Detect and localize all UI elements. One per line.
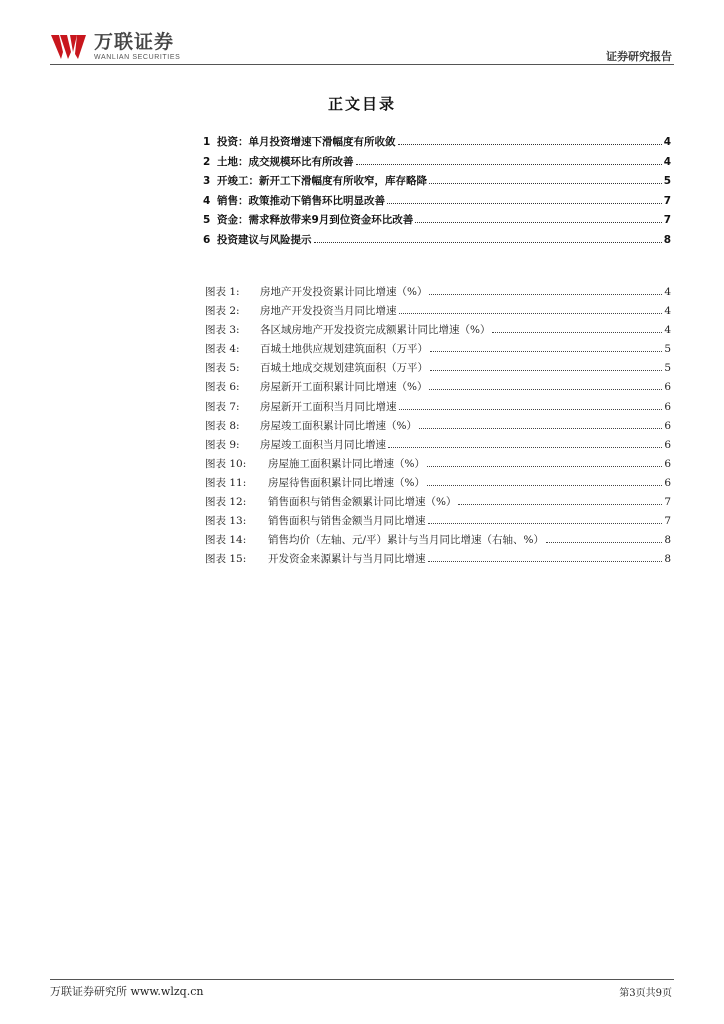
figure-entry-label: 图表 13:: [205, 515, 247, 528]
figure-entry[interactable]: [205, 399, 671, 418]
figure-entry-title: 房屋施工面积累计同比增速（%）: [268, 457, 425, 470]
figure-entry-page: 6: [664, 476, 671, 489]
figure-entry-title: 开发资金来源累计与当月同比增速: [268, 553, 426, 566]
figure-entry[interactable]: [205, 437, 671, 456]
footer-divider: [50, 979, 674, 980]
leader-dots: [419, 428, 662, 429]
figure-entry-title: 销售均价（左轴、元/平）累计与当月同比增速（右轴、%）: [268, 534, 545, 547]
toc-entry[interactable]: [203, 154, 671, 174]
leader-dots: [427, 466, 662, 467]
figure-entry-page: 8: [664, 534, 671, 547]
leader-dots: [398, 144, 662, 145]
figure-entry-page: 4: [664, 305, 671, 318]
figure-entry[interactable]: [205, 303, 671, 322]
leader-dots: [458, 504, 662, 505]
figure-entry-title: 销售面积与销售金额当月同比增速: [268, 515, 426, 528]
figure-entry-label: 图表 6:: [205, 381, 240, 394]
figure-entry-page: 5: [664, 343, 671, 356]
figure-entry-label: 图表 5:: [205, 362, 240, 375]
toc-entry[interactable]: [203, 173, 671, 193]
leader-dots: [429, 294, 662, 295]
footer-source: 万联证券研究所 www.wlzq.cn: [50, 985, 204, 998]
figure-entry[interactable]: [205, 360, 671, 379]
leader-dots: [356, 164, 662, 165]
leader-dots: [428, 561, 663, 562]
figure-entry[interactable]: [205, 284, 671, 303]
toc-entry-title: 投资：单月投资增速下滑幅度有所收敛: [217, 136, 396, 148]
toc-entry-title: 投资建议与风险提示: [217, 233, 312, 246]
figure-entry-page: 6: [664, 400, 671, 413]
figure-entry-label: 图表 2:: [205, 305, 240, 318]
page-header: [50, 30, 674, 66]
figure-entry-page: 7: [664, 515, 671, 528]
header-divider: [50, 64, 674, 65]
leader-dots: [387, 203, 662, 204]
wanlian-logo-icon: [50, 32, 90, 62]
figure-entry-title: 百城土地供应规划建筑面积（万平）: [260, 343, 428, 356]
figure-entry[interactable]: [205, 322, 671, 341]
figure-entry-page: 6: [664, 381, 671, 394]
figure-entry-label: 图表 7:: [205, 400, 240, 413]
toc-entry-page: 4: [663, 155, 671, 168]
leader-dots: [429, 389, 662, 390]
toc-entry-number: 3: [203, 175, 211, 187]
toc-entry-page: 7: [663, 214, 671, 226]
toc-entry-page: 5: [663, 175, 671, 187]
figure-entry-page: 6: [664, 457, 671, 470]
toc-entry[interactable]: [203, 212, 671, 232]
figure-entry[interactable]: [205, 532, 671, 551]
figure-entry-title: 各区域房地产开发投资完成额累计同比增速（%）: [260, 324, 491, 337]
figure-entry[interactable]: [205, 513, 671, 532]
figure-entry-label: 图表 10:: [205, 457, 247, 470]
toc-list: [203, 134, 671, 251]
toc-entry-title: 土地：成交规模环比有所改善: [217, 155, 354, 168]
leader-dots: [399, 409, 663, 410]
logo-chinese-name: 万联证券: [94, 31, 175, 53]
figure-entry-page: 6: [664, 419, 671, 432]
figure-entry-page: 8: [664, 553, 671, 566]
figure-entry[interactable]: [205, 475, 671, 494]
figure-entry[interactable]: [205, 494, 671, 513]
figure-entry-title: 百城土地成交规划建筑面积（万平）: [260, 362, 428, 375]
report-type-label: 证券研究报告: [606, 50, 672, 63]
footer-page-number: 第3页共9页: [619, 988, 672, 999]
figure-entry-label: 图表 9:: [205, 438, 240, 451]
figure-entry-title: 房屋竣工面积累计同比增速（%）: [260, 419, 417, 432]
leader-dots: [429, 183, 662, 184]
toc-entry[interactable]: [203, 232, 671, 252]
figure-entry-title: 销售面积与销售金额累计同比增速（%）: [268, 496, 457, 509]
leader-dots: [492, 332, 662, 333]
company-logo: [50, 32, 180, 62]
figure-list: [205, 284, 671, 570]
figure-entry-page: 4: [664, 286, 671, 298]
toc-entry-title: 开竣工：新开工下滑幅度有所收窄，库存略降: [217, 175, 427, 187]
figure-entry-label: 图表 15:: [205, 553, 247, 566]
figure-entry-label: 图表 8:: [205, 419, 240, 432]
figure-entry[interactable]: [205, 379, 671, 398]
leader-dots: [430, 370, 662, 371]
toc-entry-title: 资金：需求释放带来9月到位资金环比改善: [217, 214, 414, 226]
toc-entry-number: 5: [203, 214, 211, 226]
figure-entry-page: 5: [664, 362, 671, 375]
figure-entry-label: 图表 4:: [205, 343, 240, 356]
figure-entry-title: 房地产开发投资累计同比增速（%）: [260, 286, 428, 298]
figure-entry-title: 房屋新开工面积累计同比增速（%）: [260, 381, 428, 394]
page-title: 正文目录: [327, 95, 396, 113]
figure-entry-label: 图表 11:: [205, 476, 247, 489]
toc-entry[interactable]: [203, 193, 671, 213]
figure-entry-label: 图表 1:: [205, 286, 240, 298]
figure-entry-label: 图表 3:: [205, 324, 240, 337]
leader-dots: [399, 313, 663, 314]
figure-entry[interactable]: [205, 341, 671, 360]
figure-entry-label: 图表 14:: [205, 534, 247, 547]
leader-dots: [546, 542, 662, 543]
figure-entry-page: 6: [664, 438, 671, 451]
leader-dots: [427, 485, 662, 486]
figure-entry-label: 图表 12:: [205, 496, 247, 509]
leader-dots: [314, 242, 662, 243]
figure-entry-page: 4: [664, 324, 671, 337]
toc-entry-page: 7: [663, 194, 671, 207]
figure-entry[interactable]: [205, 551, 671, 570]
toc-entry[interactable]: [203, 134, 671, 154]
toc-entry-number: 6: [203, 233, 211, 246]
figure-entry[interactable]: [205, 456, 671, 475]
toc-entry-number: 1: [203, 136, 211, 148]
figure-entry-title: 房屋待售面积累计同比增速（%）: [268, 476, 425, 489]
figure-entry-title: 房地产开发投资当月同比增速: [260, 305, 397, 318]
figure-entry-title: 房屋竣工面积当月同比增速: [260, 438, 386, 451]
logo-english-name: WANLIAN SECURITIES: [94, 54, 181, 61]
toc-entry-page: 4: [663, 136, 671, 148]
leader-dots: [388, 447, 662, 448]
figure-entry[interactable]: [205, 418, 671, 437]
toc-entry-number: 2: [203, 155, 211, 168]
toc-entry-title: 销售：政策推动下销售环比明显改善: [217, 194, 385, 207]
figure-entry-page: 7: [664, 496, 671, 509]
toc-entry-number: 4: [203, 194, 211, 207]
figure-entry-title: 房屋新开工面积当月同比增速: [260, 400, 397, 413]
leader-dots: [430, 351, 662, 352]
leader-dots: [415, 222, 661, 223]
leader-dots: [428, 523, 663, 524]
toc-entry-page: 8: [663, 233, 671, 246]
